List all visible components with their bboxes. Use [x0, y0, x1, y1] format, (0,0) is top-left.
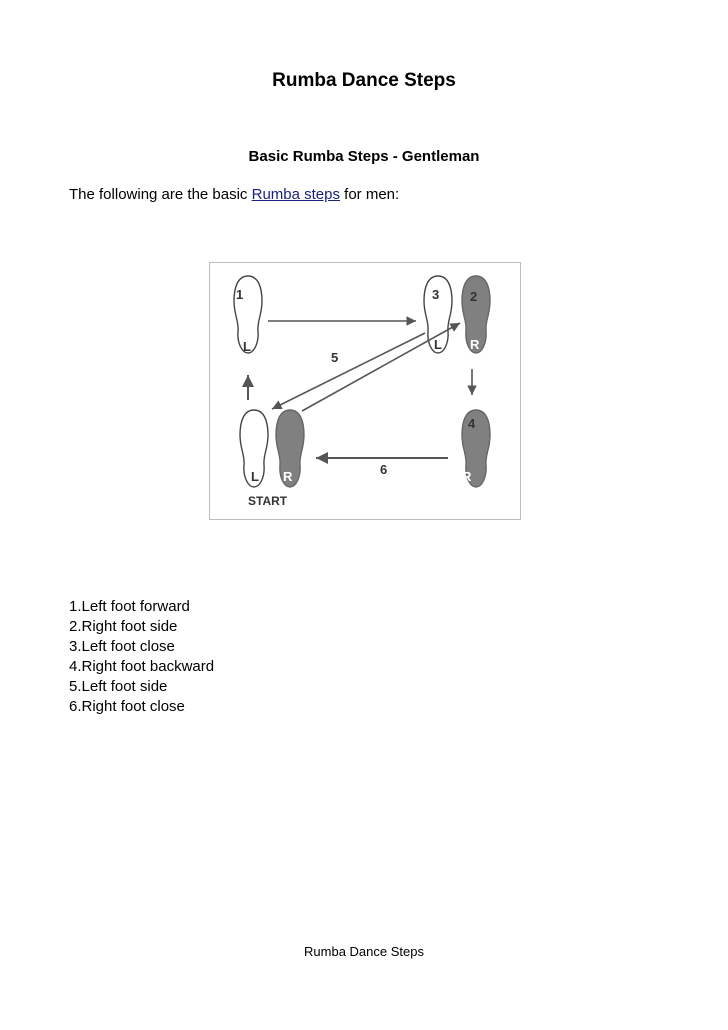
- foot-label-r-step-4: R: [462, 469, 472, 484]
- foot-number-4: 4: [468, 416, 476, 431]
- intro-text-after: for men:: [339, 186, 400, 203]
- list-item: 1.Left foot forward: [69, 598, 190, 615]
- rumba-steps-link[interactable]: Rumba steps: [251, 186, 340, 203]
- foot-number-2: 2: [470, 289, 478, 304]
- foot-label-r-start: R: [283, 469, 293, 484]
- list-item: 4.Right foot backward: [69, 658, 215, 675]
- page-title: Rumba Dance Steps: [272, 70, 456, 91]
- rumba-steps-diagram: [209, 262, 521, 520]
- steps-list: [69, 597, 214, 717]
- foot-label-r-step-2: R: [470, 337, 480, 352]
- foot-number-1: 1: [236, 287, 244, 302]
- intro-paragraph: [69, 186, 399, 203]
- list-item: 5.Left foot side: [69, 678, 168, 695]
- move-number-6: 6: [380, 462, 388, 477]
- foot-number-3: 3: [432, 287, 440, 302]
- arrow-3-to-start: [272, 333, 425, 409]
- foot-label-l-step-3: L: [434, 337, 442, 352]
- foot-label-l-start: L: [251, 469, 259, 484]
- list-item: 6.Right foot close: [69, 698, 185, 715]
- intro-text-before: The following are the basic: [69, 186, 252, 203]
- foot-label-l-step-1: L: [243, 339, 251, 354]
- move-number-5: 5: [331, 350, 339, 365]
- footprint-diagram: [210, 263, 520, 519]
- start-label: START: [248, 494, 288, 508]
- page-footer: Rumba Dance Steps: [304, 944, 424, 959]
- section-heading: Basic Rumba Steps - Gentleman: [248, 148, 480, 165]
- list-item: 3.Left foot close: [69, 638, 175, 655]
- list-item: 2.Right foot side: [69, 618, 178, 635]
